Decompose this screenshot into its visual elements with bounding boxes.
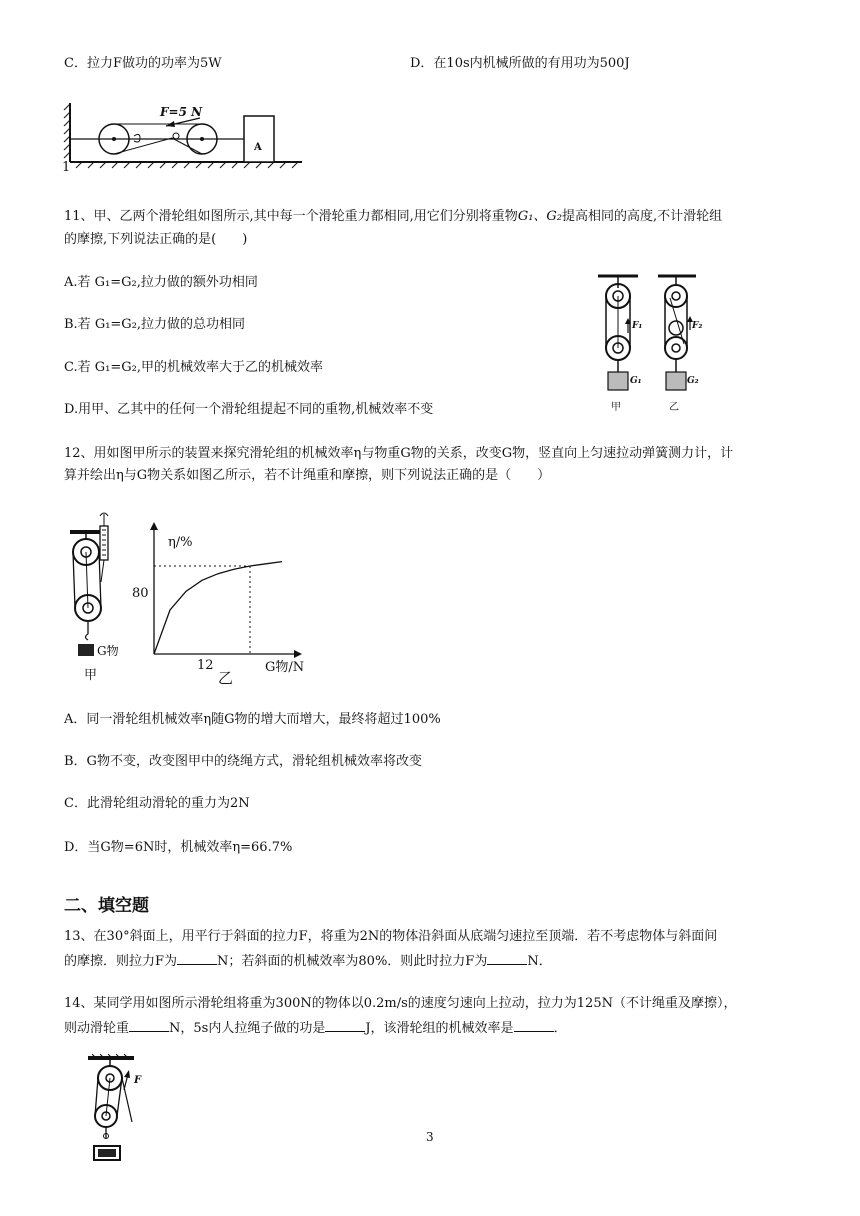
q14-blank-2 — [325, 1019, 365, 1032]
q11-stem-line2: 的摩擦,下列说法正确的是( ) — [64, 232, 248, 247]
fig12-weight-label: G物 — [97, 644, 119, 658]
q13-line2: 的摩擦．则拉力F为 N；若斜面的机械效率为80%．则此时拉力F为 N． — [64, 954, 552, 969]
q12-stem-line2: 算并绘出η与G物关系如图乙所示，若不计绳重和摩擦，则下列说法正确的是（ ） — [64, 468, 551, 483]
section-title: 二、填空题 — [64, 896, 149, 916]
fig12-label-jia: 甲 — [84, 668, 98, 683]
q11-option-a: A.若 G₁=G₂,拉力做的额外功相同 — [64, 275, 258, 290]
fig11-g1-label: G₁ — [630, 376, 642, 386]
fig11-f1-label: F₁ — [632, 321, 643, 331]
fig11-g2-label: G₂ — [687, 376, 699, 386]
q11-option-c: C.若 G₁=G₂,甲的机械效率大于乙的机械效率 — [64, 360, 323, 375]
force-label: F=5 N — [160, 105, 203, 119]
q13-blank-1 — [177, 952, 217, 965]
q14-blank-3 — [514, 1019, 554, 1032]
q12-option-d: D．当G物=6N时，机械效率η=66.7% — [64, 840, 293, 855]
x-axis-arrow — [294, 650, 302, 658]
figure-12-apparatus — [64, 510, 130, 660]
q12-option-b: B．G物不变，改变图甲中的绕绳方式，滑轮组机械效率将改变 — [64, 754, 422, 769]
figure-14-pulley — [84, 1052, 164, 1168]
q11-option-d: D.用甲、乙其中的任何一个滑轮组提起不同的重物,机械效率不变 — [64, 402, 434, 417]
chart-y-tick-80: 80 — [132, 586, 149, 601]
q14-line1: 14、某同学用如图所示滑轮组将重为300N的物体以0.2m/s的速度匀速向上拉动，拉力为125N（不计绳重及摩擦）， — [64, 996, 737, 1011]
q12-option-a: A．同一滑轮组机械效率η随G物的增大而增大，最终将超过100% — [64, 712, 441, 727]
q11-stem-line1: 11、甲、乙两个滑轮组如图所示,其中每一个滑轮重力都相同,用它们分别将重物G₁、G₂提高相同的高度,不计滑轮组 — [64, 209, 723, 224]
fig11-label-yi: 乙 — [669, 402, 679, 413]
q13-line1: 13、在30°斜面上，用平行于斜面的拉力F，将重为2N的物体沿斜面从底端匀速拉至顶端．若不考虑物体与斜面间 — [64, 929, 718, 944]
q14-blank-1 — [129, 1019, 169, 1032]
q14-line2: 则动滑轮重 N，5s内人拉绳子做的功是 J，该滑轮组的机械效率是 ． — [64, 1021, 567, 1036]
y-axis-arrow — [150, 522, 158, 530]
chart-x-tick-12: 12 — [197, 658, 214, 673]
q13-blank-2 — [487, 952, 527, 965]
chart-x-axis-label: G物/N — [265, 660, 305, 675]
page-number: 3 — [426, 1130, 434, 1144]
q11-option-b: B.若 G₁=G₂,拉力做的总功相同 — [64, 317, 246, 332]
figure-pulley-groups — [592, 268, 712, 416]
q10-option-d: D．在10s内机械所做的有用功为500J — [410, 56, 630, 71]
fig14-force-label: F — [134, 1075, 142, 1086]
q10-option-c: C．拉力F做功的功率为5W — [64, 56, 222, 71]
fig11-label-jia: 甲 — [611, 402, 621, 413]
chart-label-yi: 乙 — [218, 669, 234, 687]
fig11-f2-label: F₂ — [692, 321, 703, 331]
block-a-label: A — [254, 142, 262, 153]
figure-side-number: 1 — [62, 160, 71, 175]
q12-option-c: C．此滑轮组动滑轮的重力为2N — [64, 796, 250, 811]
q12-stem-line1: 12、用如图甲所示的装置来探究滑轮组的机械效率η与物重G物的关系，改变G物，竖直向上匀速拉动弹簧测力计，计 — [64, 446, 734, 461]
efficiency-curve — [154, 562, 282, 654]
chart-y-axis-label: η/% — [168, 535, 193, 550]
